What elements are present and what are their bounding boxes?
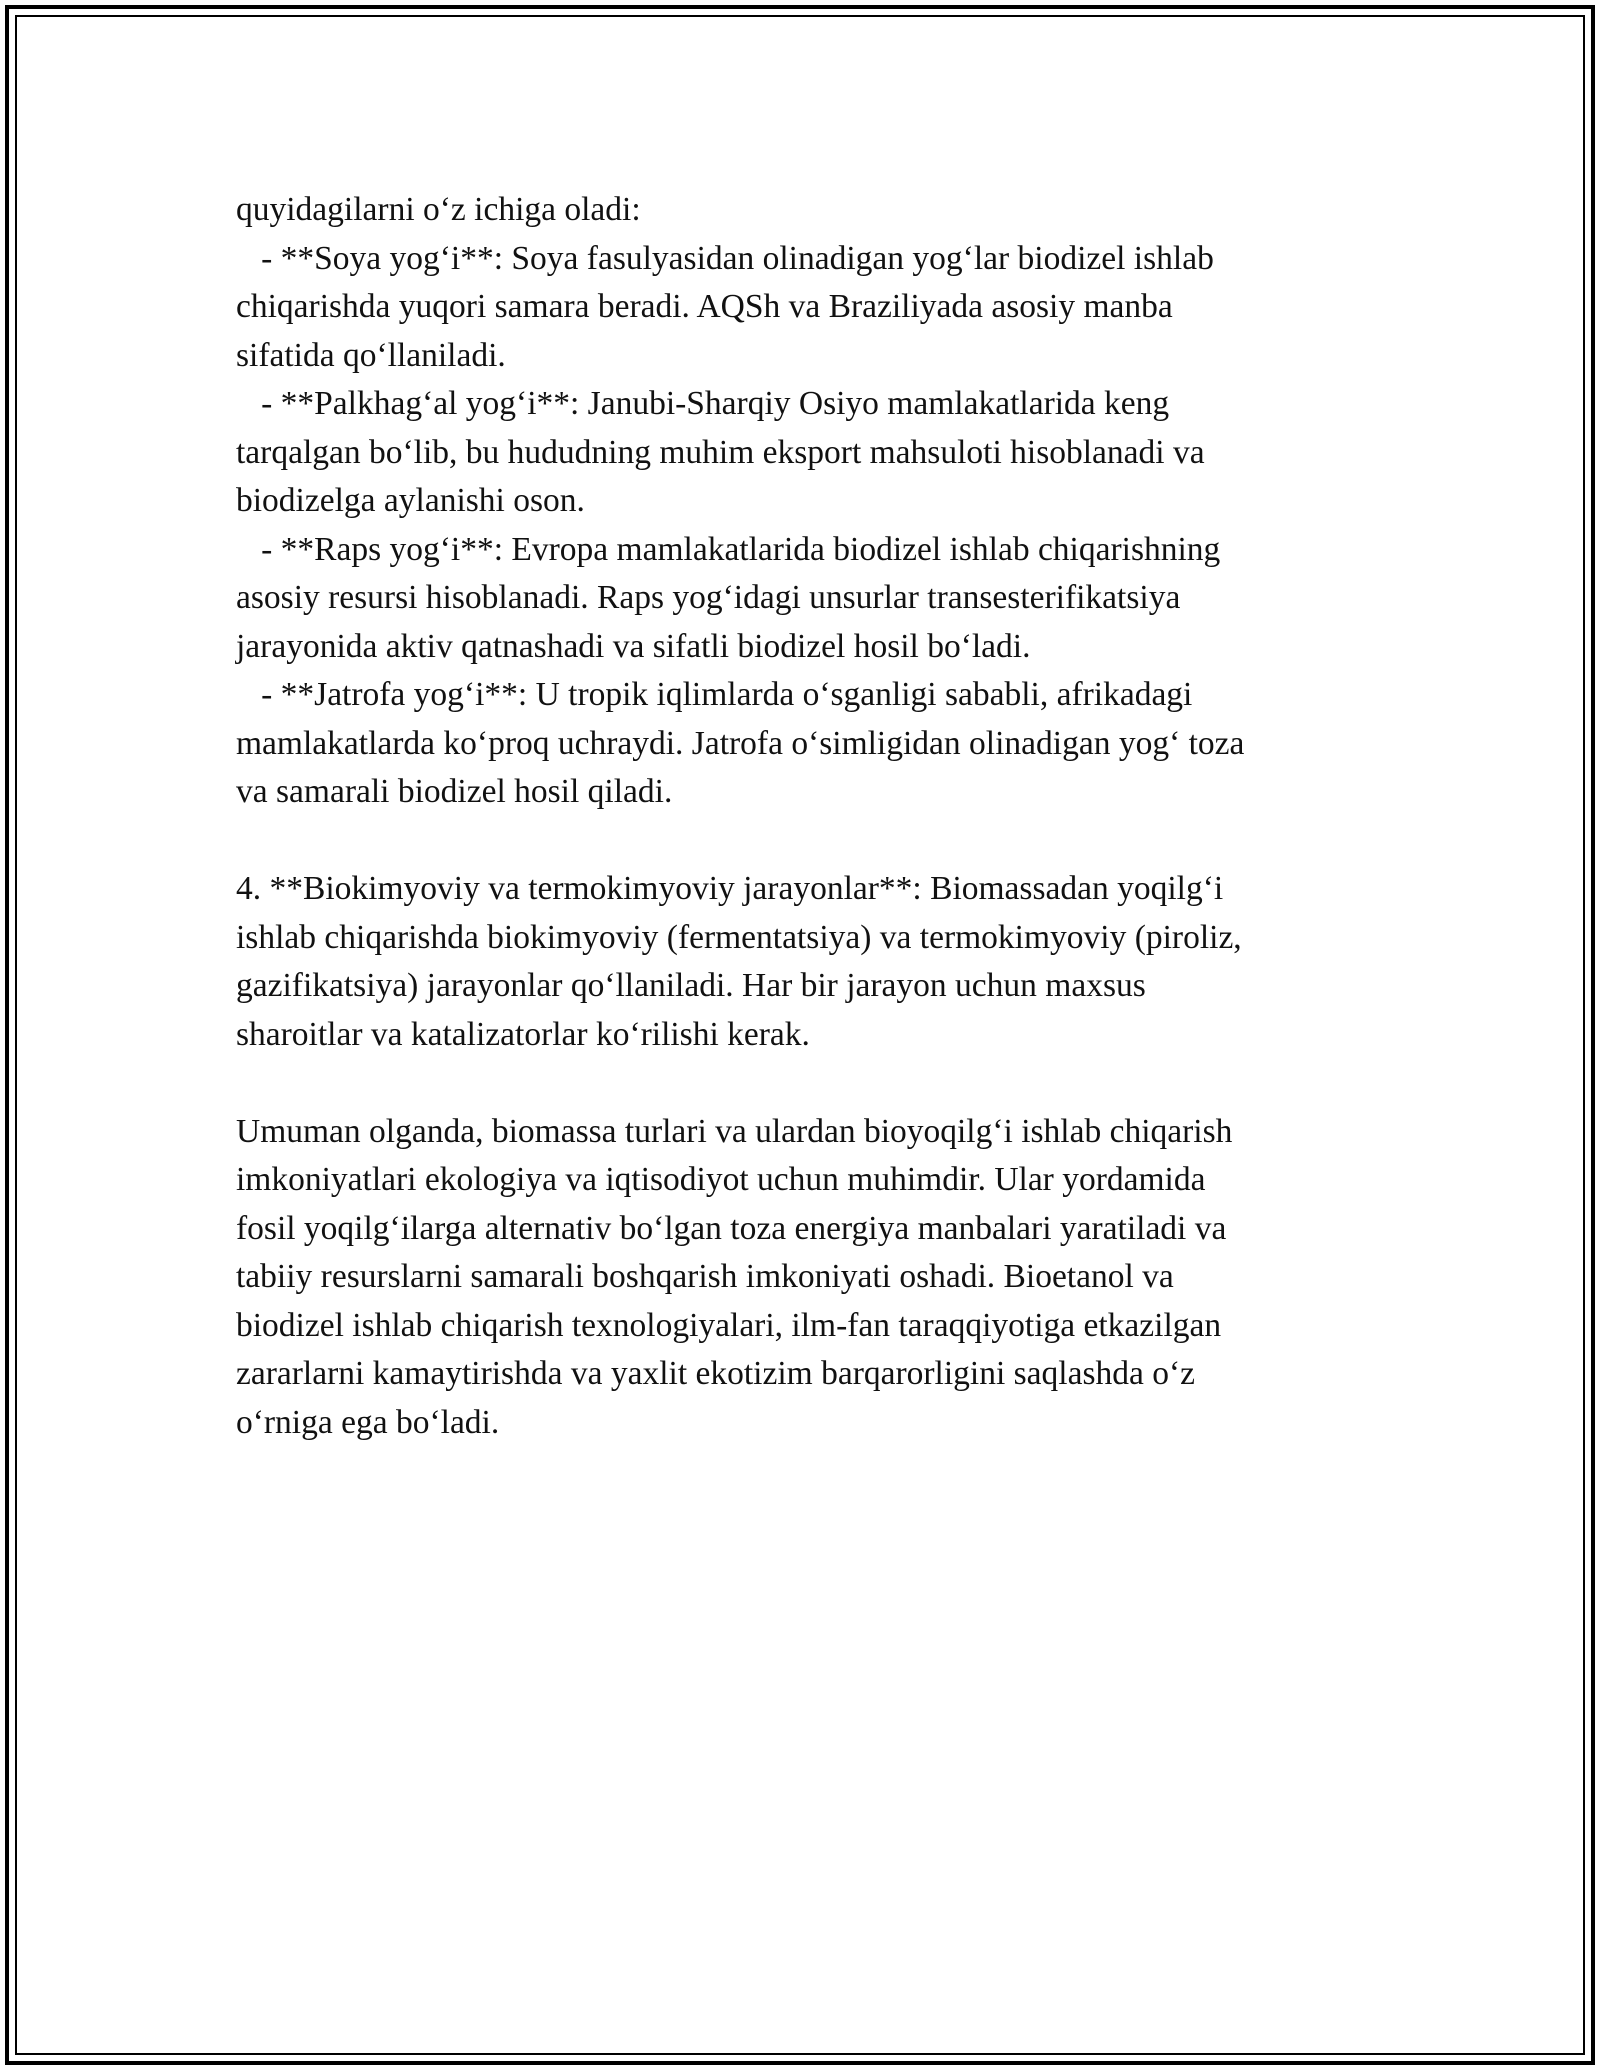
text-line: tarqalgan bo‘lib, bu hududning muhim eksport mahsuloti hisoblanadi va [236, 433, 1205, 471]
text-line: fosil yoqilg‘ilarga alternativ bo‘lgan toza energiya manbalari yaratiladi va [236, 1209, 1227, 1247]
text-line: chiqarishda yuqori samara beradi. AQSh va Braziliyada asosiy manba [236, 288, 1173, 325]
text-line: biodizel ishlab chiqarish texnologiyalari, ilm-fan taraqqiyotiga etkazilgan [236, 1306, 1222, 1344]
text-line: mamlakatlarda ko‘proq uchraydi. Jatrofa o‘simligidan olinadigan yog‘ toza [236, 724, 1245, 762]
text-line: sifatida qo‘llaniladi. [236, 336, 506, 374]
text-line: o‘rniga ega bo‘ladi. [236, 1403, 500, 1441]
text-line: gazifikatsiya) jarayonlar qo‘llaniladi. Har bir jarayon uchun maxsus [236, 967, 1146, 1004]
text-line: va samarali biodizel hosil qiladi. [236, 773, 673, 810]
text-line: ishlab chiqarishda biokimyoviy (fermentatsiya) va termokimyoviy (piroliz, [236, 918, 1242, 956]
bullet-jatrofa: - **Jatrofa yog‘i**: U tropik iqlimlarda o‘sganligi sababli, afrikadagi [236, 676, 1193, 713]
text-line: sharoitlar va katalizatorlar ko‘rilishi kerak. [236, 1015, 810, 1053]
text-line: jarayonida aktiv qatnashadi va sifatli biodizel hosil bo‘ladi. [236, 627, 1031, 665]
bullet-raps: - **Raps yog‘i**: Evropa mamlakatlarida biodizel ishlab chiqarishning [236, 530, 1221, 568]
numbered-item-4: 4. **Biokimyoviy va termokimyoviy jarayonlar**: Biomassadan yoqilg‘i [236, 870, 1224, 907]
text-line: quyidagilarni o‘z ichiga oladi: [236, 191, 641, 228]
document-body [236, 186, 1366, 1447]
bullet-soya: - **Soya yog‘i**: Soya fasulyasidan olinadigan yog‘lar biodizel ishlab [236, 239, 1214, 277]
blank-line [236, 817, 1366, 866]
text-line: imkoniyatlari ekologiya va iqtisodiyot uchun muhimdir. Ular yordamida [236, 1161, 1206, 1198]
text-line: tabiiy resurslarni samarali boshqarish imkoniyati oshadi. Bioetanol va [236, 1258, 1174, 1295]
bullet-palkhagal: - **Palkhag‘al yog‘i**: Janubi-Sharqiy Osiyo mamlakatlarida keng [236, 385, 1170, 422]
text-line: biodizelga aylanishi oson. [236, 482, 585, 519]
conclusion-line: Umuman olganda, biomassa turlari va ulardan bioyoqilg‘i ishlab chiqarish [236, 1112, 1233, 1150]
blank-line [236, 1059, 1366, 1108]
text-line: zararlarni kamaytirishda va yaxlit ekotizim barqarorligini saqlashda o‘z [236, 1355, 1196, 1392]
text-line: asosiy resursi hisoblanadi. Raps yog‘idagi unsurlar transesterifikatsiya [236, 579, 1181, 616]
